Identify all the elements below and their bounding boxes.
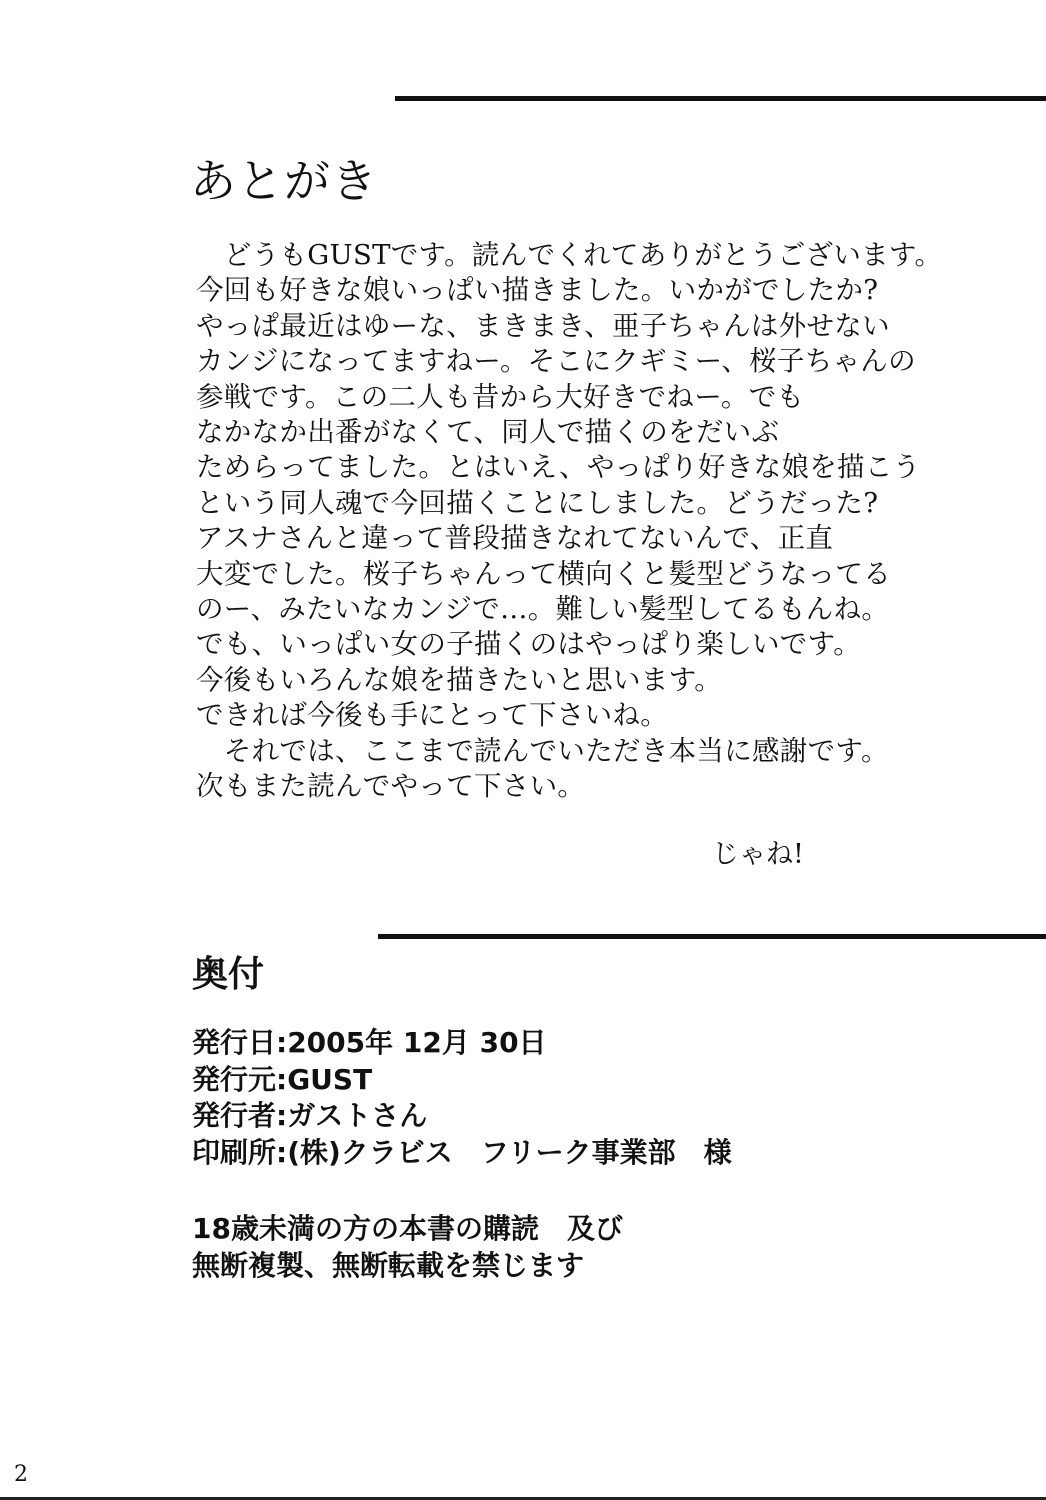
- colophon-label: 発行元:: [192, 1062, 288, 1096]
- colophon-label: 発行日:: [192, 1026, 288, 1059]
- colophon-divider-rule: [378, 934, 1046, 939]
- colophon-value: (株)クラビス フリーク事業部 様: [287, 1135, 732, 1169]
- afterword-body: どうもGUSTです。読んでくれてありがとうございます。 今回も好きな娘いっぱい描きました。いかがでしたか? やっぱ最近はゆーな、まきまき、亜子ちゃんは外せない カンジになってますねー。そこにクギミー、桜子ちゃんの 参戦です。この二人も昔から大好きでねー。でも なかなか出番がなくて、同人で描くのをだいぶ ためらってました。とはいえ、やっぱり好きな娘を描こう という同人魂で今回描くことにしました。どうだった? アスナさんと違って普段描きなれてないんで、正直 大変でした。桜子ちゃんって横向くと髪型どうなってる のー、みたいなカンジで…。難しい髪型してるもんね。 でも、いっぱい女の子描くのはやっぱり楽しいです。 今後もいろんな娘を描きたいと思います。 できれば今後も手にとって下さいね。 それでは、ここまで読んでいただき本当に感謝です。 次もまた読んでやって下さい。: [196, 239, 943, 803]
- colophon-title: 奥付: [192, 954, 265, 995]
- colophon-value: ガストさん: [287, 1099, 428, 1133]
- colophon-row-publish-date: [192, 1025, 732, 1062]
- afterword-title: あとがき: [190, 154, 378, 208]
- colophon-value: GUST: [287, 1062, 373, 1096]
- top-divider-rule: [395, 96, 1046, 101]
- colophon-row-issuer: [192, 1098, 732, 1135]
- colophon-label: 発行者:: [192, 1099, 288, 1133]
- colophon-row-publisher: [192, 1062, 732, 1099]
- age-restriction-notice: 18歳未満の方の本書の購読 及び 無断複製、無断転載を禁じます: [192, 1212, 623, 1282]
- colophon-value: 2005年 12月 30日: [287, 1026, 547, 1059]
- page-number: 2: [14, 1462, 28, 1487]
- colophon-details: [192, 1025, 732, 1171]
- colophon-label: 印刷所:: [192, 1135, 288, 1169]
- afterword-sign-off: じゃね!: [712, 839, 804, 870]
- colophon-row-printer: [192, 1135, 732, 1172]
